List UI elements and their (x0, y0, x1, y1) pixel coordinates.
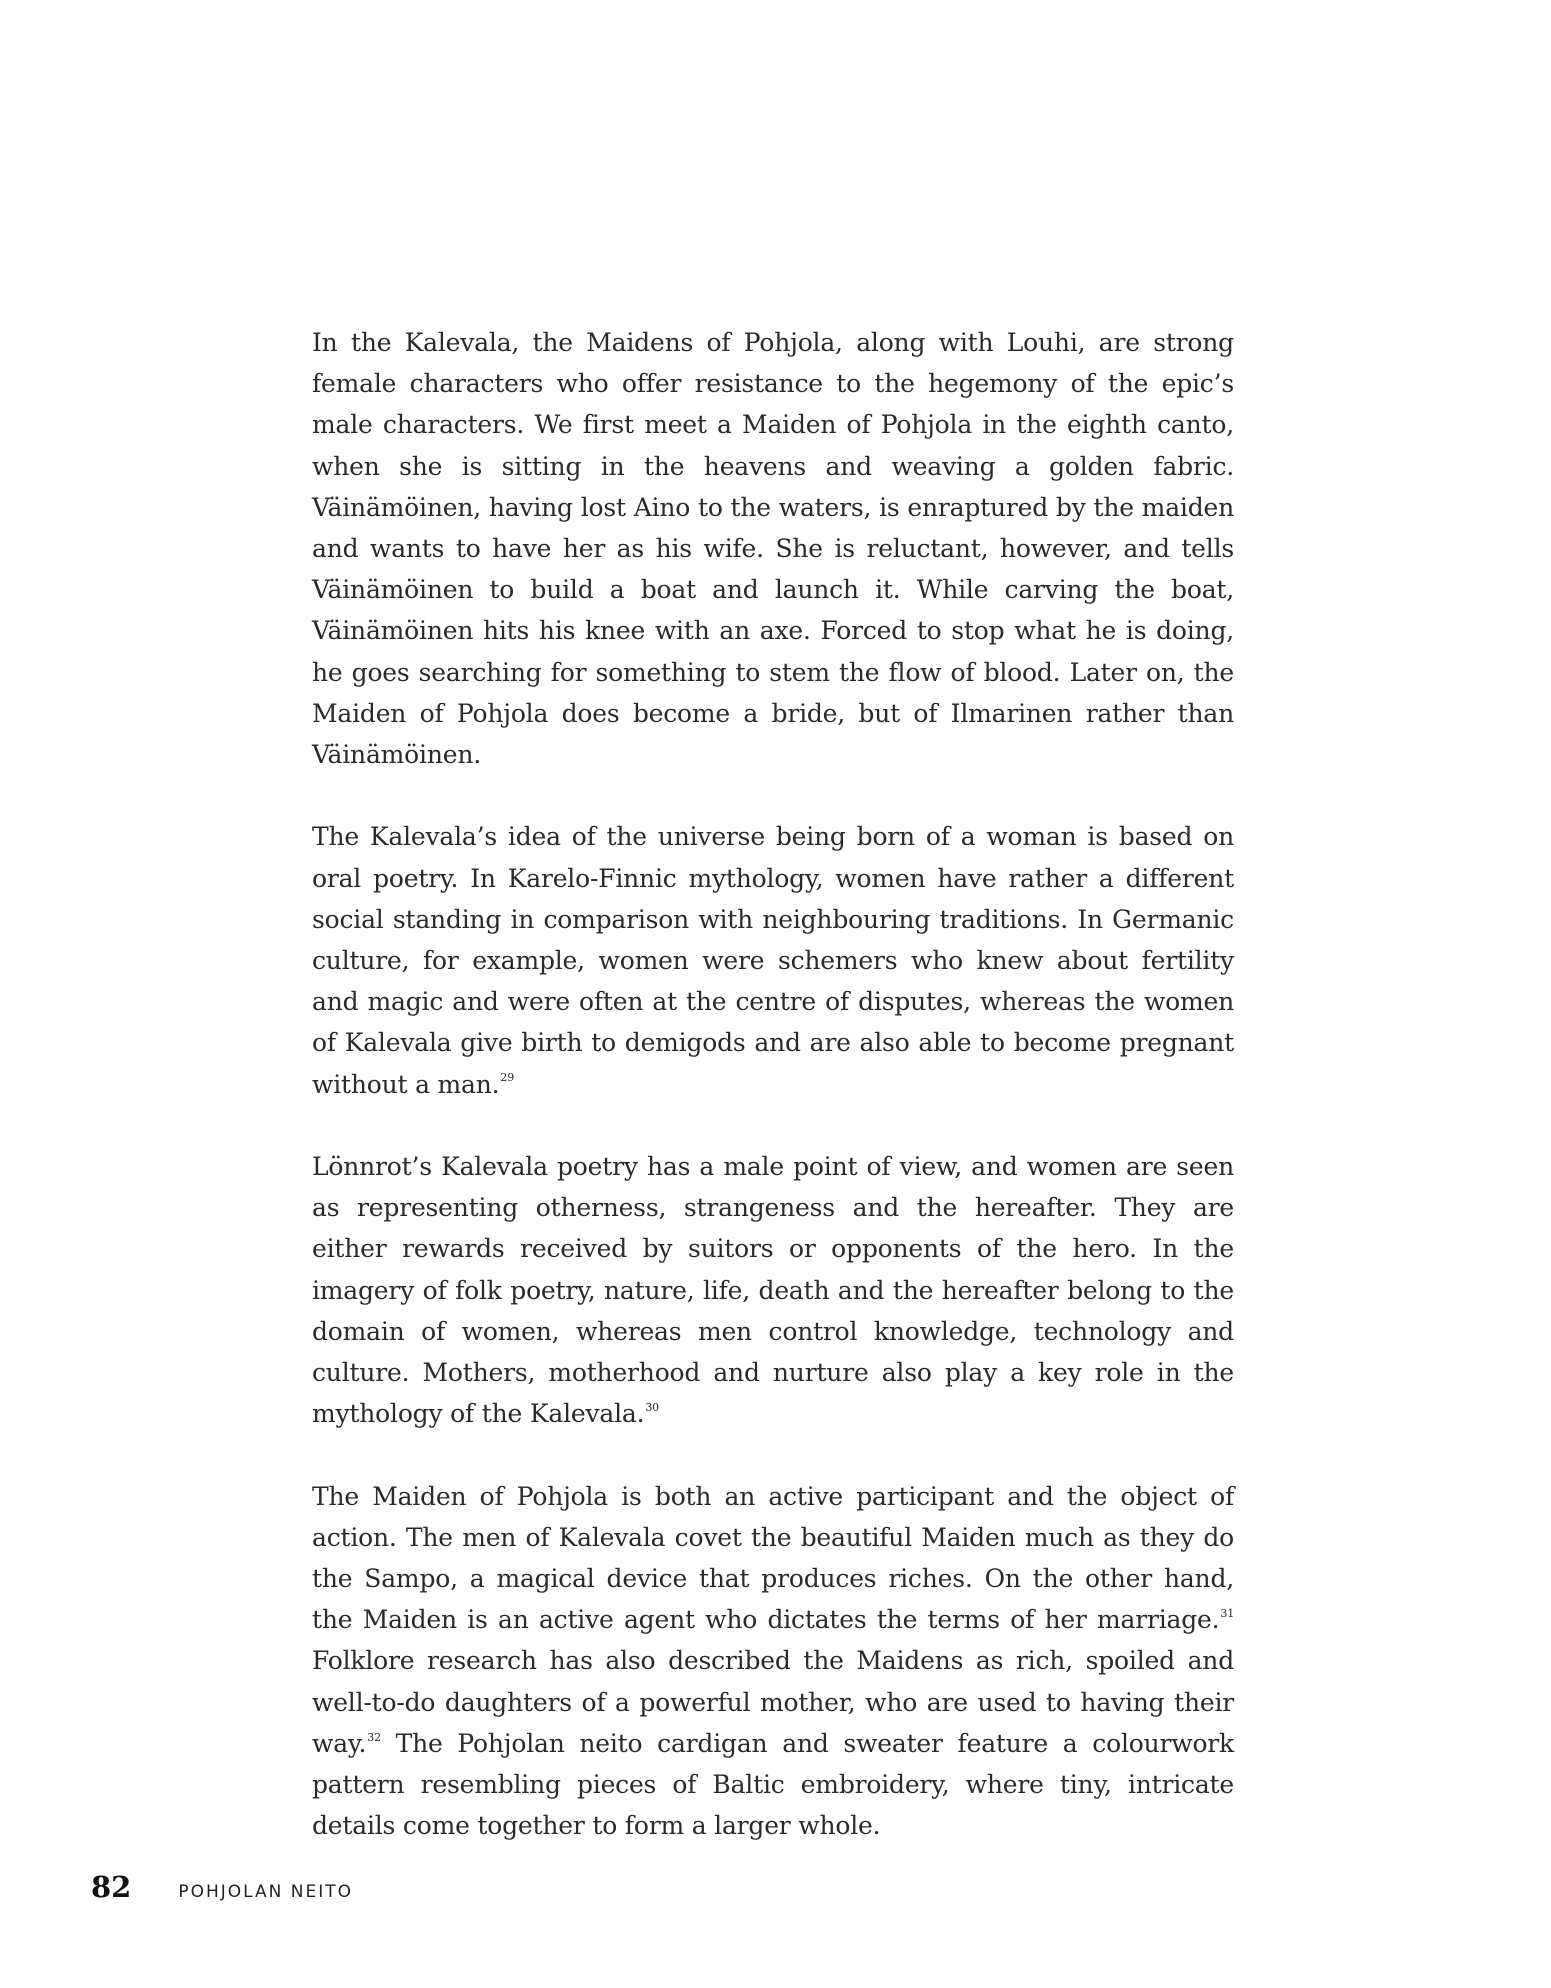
paragraph-text: The Maiden of Pohjola is both an active participant and the object of action. The men of Kalevala covet the beautiful Maiden much as they do the Sampo, a magical device that produces riches. On the other hand, the Maiden is an active agent who dictates the terms of her marriage. (312, 1481, 1234, 1635)
running-title: POHJOLAN NEITO (178, 1882, 354, 1902)
body-text (312, 322, 1234, 1846)
paragraph-text: The Pohjolan neito cardigan and sweater feature a colourwork pattern resembling pieces of Baltic embroidery, where tiny, intricate details come together to form a larger whole. (312, 1728, 1234, 1841)
paragraph-2 (312, 816, 1234, 1104)
paragraph-text: Lönnrot’s Kalevala poetry has a male point of view, and women are seen as representing otherness, strangeness and the hereafter. They are either rewards received by suitors or opponents of the hero. In the imagery of folk poetry, nature, life, death and the hereafter belong to the domain of women, whereas men control knowledge, technology and culture. Mothers, motherhood and nurture also play a key role in the mythology of the Kalevala. (312, 1152, 1234, 1429)
footnote-marker[interactable]: 31 (1220, 1606, 1234, 1620)
paragraph-4 (312, 1476, 1234, 1847)
paragraph-text: In the Kalevala, the Maidens of Pohjola, along with Louhi, are strong female characters who offer resistance to the hegemony of the epic’s male characters. We first meet a Maiden of Pohjola in the eighth canto, when she is sitting in the heavens and weaving a golden fabric. Väinämöinen, having lost Aino to the waters, is enraptured by the maiden and wants to have her as his wife. She is reluctant, however, and tells Väinämöinen to build a boat and launch it. While carving the boat, Väinämöinen hits his knee with an axe. Forced to stop what he is doing, he goes searching for something to stem the flow of blood. Later on, the Maiden of Pohjola does become a bride, but of Ilmarinen rather than Väinämöinen. (312, 328, 1234, 770)
page-number: 82 (91, 1870, 132, 1904)
paragraph-3 (312, 1146, 1234, 1434)
footnote-marker[interactable]: 32 (367, 1730, 381, 1744)
footnote-marker[interactable]: 29 (500, 1071, 515, 1085)
paragraph-text: The Kalevala’s idea of the universe being born of a woman is based on oral poetry. In Karelo-Finnic mythology, women have rather a different social standing in comparison with neighbouring traditions. In Germanic culture, for example, women were schemers who knew about fertility and magic and were often at the centre of disputes, whereas the women of Kalevala give birth to demigods and are also able to become pregnant without a man. (312, 822, 1234, 1099)
paragraph-1 (312, 322, 1234, 775)
paragraph-text: Folklore research has also described the Maidens as rich, spoiled and well-to-do daughters of a powerful mother, who are used to having their way. (312, 1646, 1234, 1758)
page-footer (91, 1870, 353, 1910)
footnote-marker[interactable]: 30 (645, 1400, 659, 1414)
